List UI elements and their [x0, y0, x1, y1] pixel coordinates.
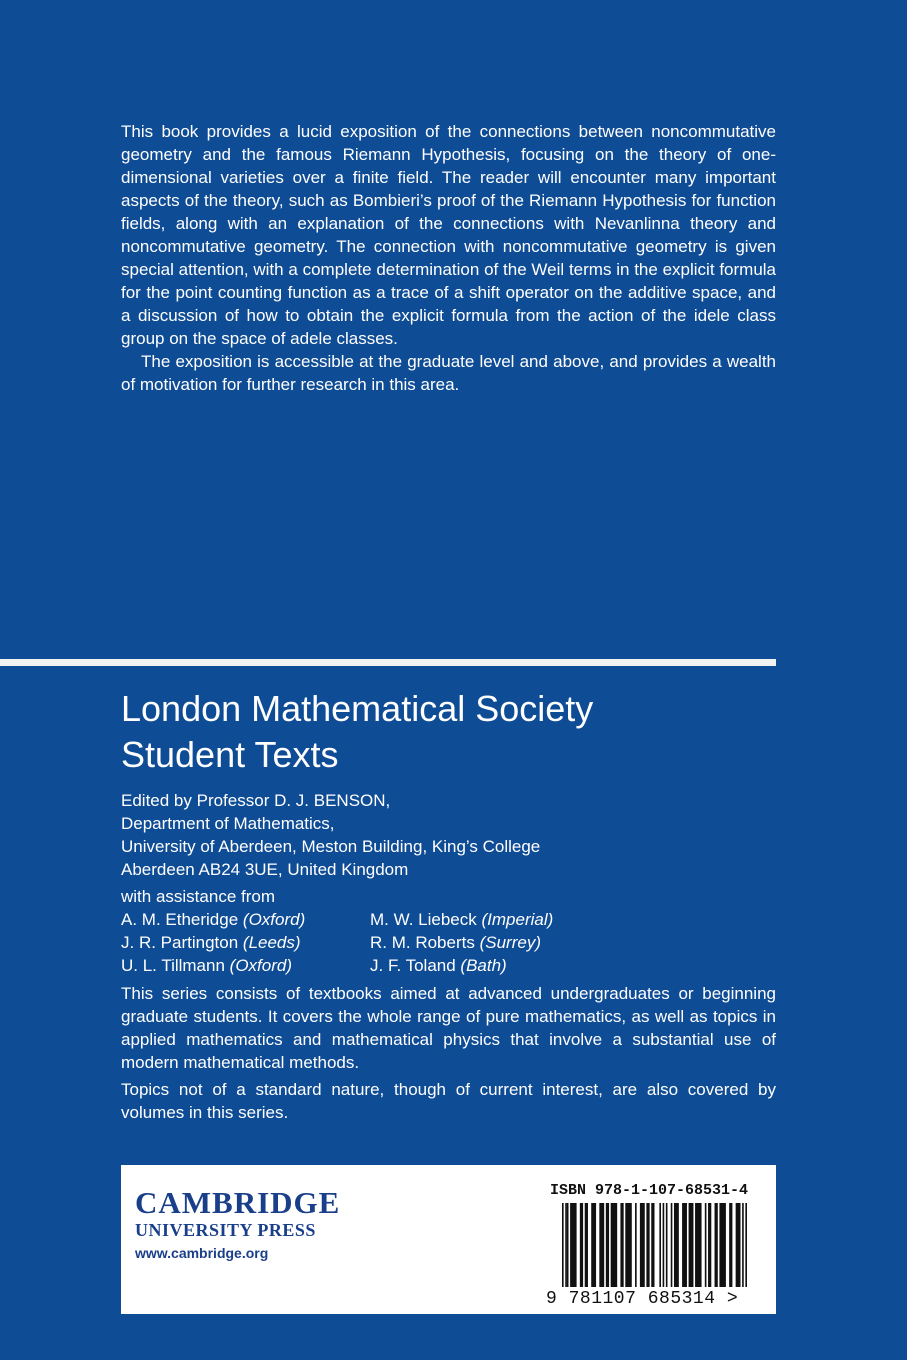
barcode-bar [570, 1203, 576, 1287]
barcode-bar [565, 1203, 567, 1287]
publisher-logo [135, 1187, 340, 1265]
barcode-bar [635, 1203, 637, 1287]
barcode-bar [666, 1203, 668, 1287]
series-title-line: Student Texts [121, 734, 339, 775]
assistance-intro: with assistance from [121, 887, 275, 906]
editor-line: Department of Mathematics, [121, 814, 335, 833]
assistant-entry: M. W. Liebeck (Imperial) [370, 910, 554, 929]
blurb-paragraph: This book provides a lucid exposition of the connections between noncommutative geometry and the famous Riemann Hypothesis, focusing on the theory of one-dimensional varieties over a finite field. The reader will encounter many important aspects of the theory, such as Bombieri’s proof of the Riemann Hypothesis for function fields, along with an explanation of the connections with Nevanlinna theory and noncommutative geometry. The connection with noncommutative geometry is given special attention, with a complete determination of the Weil terms in the explicit formula for the point counting function as a trace of a shift operator on the additive space, and a discussion of how to obtain the explicit formula from the action of the idele class group on the space of adele classes. [121, 122, 776, 348]
assistant-list [121, 908, 781, 977]
editor-line: Edited by Professor D. J. BENSON, [121, 791, 391, 810]
barcode-bar [682, 1203, 687, 1287]
blurb-paragraph: The exposition is accessible at the graduate level and above, and provides a wealth of motivation for further research in this area. [121, 352, 776, 394]
barcode-bar [567, 1203, 569, 1287]
barcode-bar [620, 1203, 623, 1287]
barcode-bar [674, 1203, 679, 1287]
assistant-entry: J. R. Partington (Leeds) [121, 933, 301, 952]
barcode-bar [591, 1203, 596, 1287]
editor-line: Aberdeen AB24 3UE, United Kingdom [121, 860, 409, 879]
barcode-bar [580, 1203, 583, 1287]
barcode-bar [729, 1203, 732, 1287]
barcode-image [546, 1201, 761, 1289]
barcode-bar [689, 1203, 694, 1287]
barcode-digits: 9 781107 685314 > [546, 1289, 739, 1309]
barcode-bar [585, 1203, 588, 1287]
series-title [121, 686, 781, 778]
barcode-bar [695, 1203, 701, 1287]
barcode-bar [719, 1203, 725, 1287]
editor-line: University of Aberdeen, Meston Building, King’s College [121, 837, 541, 856]
assistant-entry: U. L. Tillmann (Oxford) [121, 956, 293, 975]
barcode-bar [715, 1203, 718, 1287]
publisher-name: CAMBRIDGE [135, 1185, 341, 1220]
publisher-panel [121, 1165, 776, 1314]
barcode-bar [736, 1203, 741, 1287]
series-description [121, 982, 776, 1128]
barcode-bar [640, 1203, 645, 1287]
publisher-url: www.cambridge.org [135, 1245, 269, 1261]
barcode-bar [659, 1203, 661, 1287]
barcode-bar [599, 1203, 604, 1287]
back-cover-blurb [121, 120, 776, 396]
divider-rule [0, 659, 776, 666]
barcode-bar [606, 1203, 609, 1287]
barcode-bar [705, 1203, 707, 1287]
barcode-bar [745, 1203, 747, 1287]
publisher-subname: UNIVERSITY PRESS [135, 1220, 316, 1240]
barcode-bar [663, 1203, 665, 1287]
series-title-line: London Mathematical Society [121, 688, 594, 729]
isbn-label: ISBN 978-1-107-68531-4 [550, 1182, 749, 1199]
barcode-block [546, 1181, 761, 1309]
barcode-bar [646, 1203, 649, 1287]
assistant-entry: A. M. Etheridge (Oxford) [121, 910, 306, 929]
barcode-bar [651, 1203, 654, 1287]
editor-block [121, 789, 781, 881]
assistance-block [121, 885, 781, 977]
barcode-bar [671, 1203, 673, 1287]
barcode-bar [742, 1203, 744, 1287]
description-paragraph: This series consists of textbooks aimed at advanced undergraduates or beginning graduate students. It covers the whole range of pure mathematics, as well as topics in applied mathematics and mathematical physics that involve a substantial use of modern mathematical methods. [121, 984, 776, 1072]
assistant-entry: R. M. Roberts (Surrey) [370, 933, 541, 952]
barcode-bar [708, 1203, 711, 1287]
description-paragraph: Topics not of a standard nature, though of current interest, are also covered by volumes in this series. [121, 1080, 776, 1122]
barcode-bar [611, 1203, 617, 1287]
barcode-bar [625, 1203, 631, 1287]
barcode-bar [562, 1203, 564, 1287]
assistant-entry: J. F. Toland (Bath) [370, 956, 507, 975]
